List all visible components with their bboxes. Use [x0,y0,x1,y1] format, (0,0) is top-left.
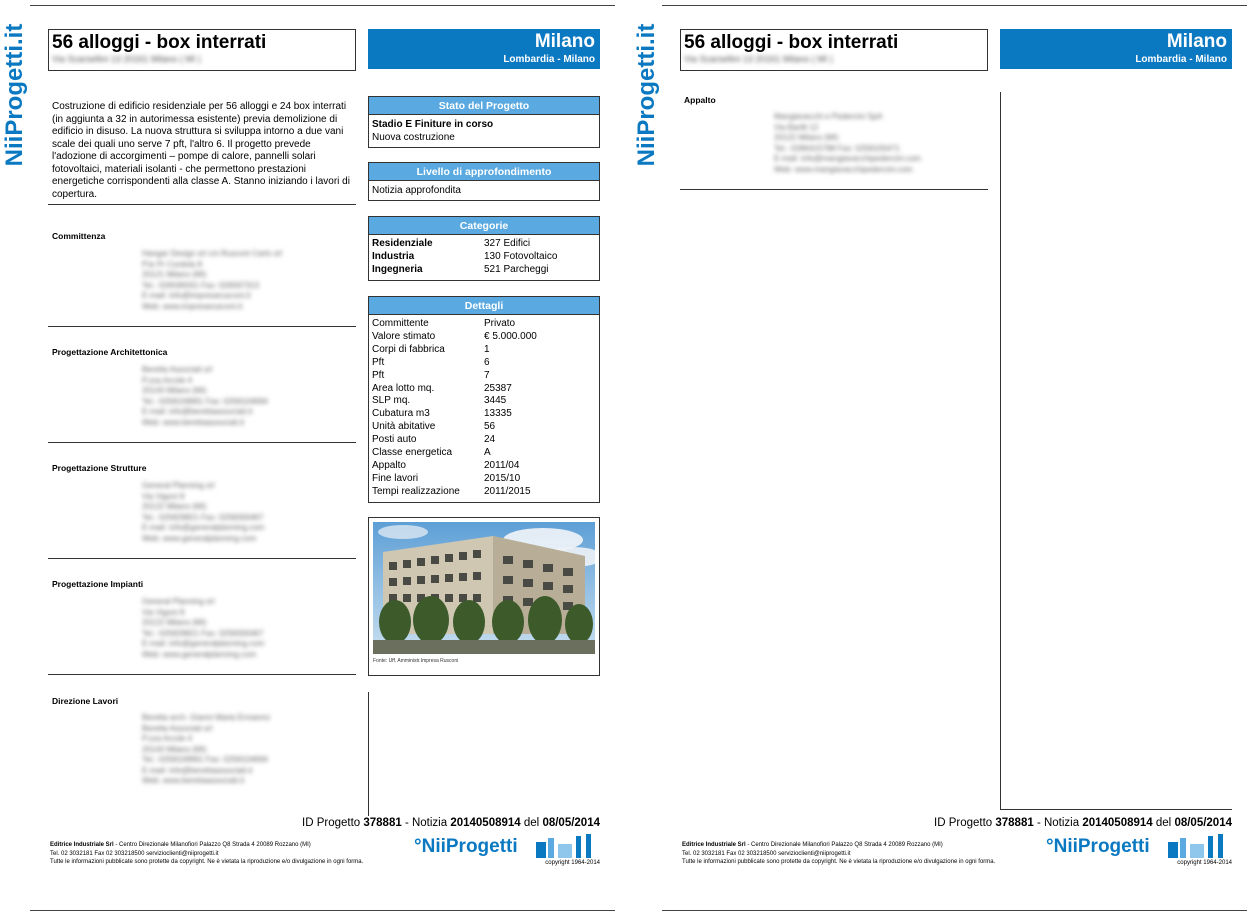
city-box [368,29,600,69]
categoria-row: Ingegneria 521 Parcheggi [372,263,549,275]
divider [48,204,356,205]
stato-panel [368,96,600,148]
section-body-direzione-lavori: Beretta arch. Gianni Maria Ermanno Beretta Associati srl P.zza Arcole 4 20143 Milano (MI) Tel.: 0258109991 Fax: 0258104694 E-mail: info@berettaassociati.it Web: www.berettaassociati.it [142,713,271,785]
divider [48,558,356,559]
title-box [48,29,356,71]
section-body-architettonica: Beretta Associati srl P.zza Arcole 4 20143 Milano (MI) Tel.: 0258109991 Fax: 0258104694 E-mail: info@berettaassociati.it Web: www.berettaassociati.it [142,365,268,427]
bottom-rule [662,910,1247,911]
vertical-brand: NiiProgetti.it [1,23,28,167]
section-title-direzione-lavori: Direzione Lavori [52,696,119,706]
vertical-brand: NiiProgetti.it [633,23,660,167]
section-title-strutture: Progettazione Strutture [52,463,147,473]
description: Costruzione di edificio residenziale per 56 alloggi e 24 box interrati (in aggiunta a 32 in autorimessa esistente) previa demolizione di edificio in disuso. La nuova struttura si sviluppa intorno a due vani scale dei quali uno serve 7 pft, l'altro 6. Il progetto prevede l'adozione di accorgimenti – pompe di calore, pannelli solari fotovoltaici, materiali isolanti - che permettono prestazioni energetiche corrispondenti alla classe A. Stanno iniziando i lavori di copertura. [52,101,350,200]
niiprogetti-logo: °NiiProgetti copyright 1964-2014 [414,836,600,866]
divider [1000,809,1232,810]
page-title: 56 alloggi - box interrati [52,32,267,53]
section-body-appalto: Mangiavacchi e Pedercini SpA Via Barilli 12 20122 Milano (MI) Tel.: 0286415788 Fax: 0258105471 E-mail: info@mangiavacchipedercini.com Web: www.mangiavacchipedercini.com [774,112,921,174]
dettaglio-row: Unità abitative 56 [372,421,496,433]
building-render-image [373,522,595,654]
logo-graphic-icon [1166,834,1232,858]
title-box [680,29,988,71]
dettaglio-row: Committente Privato [372,318,516,329]
section-title-architettonica: Progettazione Architettonica [52,347,168,357]
publisher-info: Editrice Industriale Srl - Centro Direzionale Milanofiori Palazzo Q8 Strada 4 20089 Rozzano (MI) Tel. 02 3032181 Fax 02 303218500 servizioclienti@niiprogetti.it Tutte le informazioni pubblicate sono protette da copyright. Ne è vietata la riproduzione e/o divulgazione in ogni forma. [50,842,364,865]
dettaglio-row: Appalto 2011/04 [372,459,520,471]
dettaglio-row: Area lotto mq. 25387 [372,382,512,394]
publisher-info: Editrice Industriale Srl - Centro Direzionale Milanofiori Palazzo Q8 Strada 4 20089 Rozzano (MI) Tel. 02 3032181 Fax 02 303218500 servizioclienti@niiprogetti.it Tutte le informazioni pubblicate sono protette da copyright. Ne è vietata la riproduzione e/o divulgazione in ogni forma. [682,842,996,865]
image-caption: Fonte: Uff. Amministr.Impresa Rusconi [373,658,459,664]
dettagli-header: Dettagli [369,297,599,315]
region: Lombardia - Milano [1135,54,1227,65]
project-id-line: ID Progetto 378881 - Notizia 20140508914 del 08/05/2014 [934,817,1232,829]
page-2 [632,0,1260,912]
stato-line2: Nuova costruzione [372,132,455,143]
project-id-line: ID Progetto 378881 - Notizia 20140508914 del 08/05/2014 [302,817,600,829]
categoria-row: Industria 130 Fotovoltaico [372,250,558,262]
dettaglio-row: Classe energetica A [372,447,491,459]
divider [48,442,356,443]
stato-header: Stato del Progetto [369,97,599,115]
dettaglio-row: Posti auto 24 [372,434,496,446]
dettaglio-row: Valore stimato € 5.000.000 [372,330,537,342]
dettaglio-row: Corpi di fabbrica 1 [372,343,490,355]
city: Milano [534,31,595,52]
city: Milano [1166,31,1227,52]
dettaglio-row: SLP mq. 3445 [372,395,507,407]
city-box [1000,29,1232,69]
categoria-row: Residenziale 327 Edifici [372,238,531,249]
divider [680,189,988,190]
niiprogetti-logo: °NiiProgetti copyright 1964-2014 [1046,836,1232,866]
section-body-committenza: Hangar Design srl c/o Rusconi Carlo srl P.le Pr Cordola 8 20121 Milano (MI) Tel.: 026599331 Fax: 026597313 E-mail: info@impresarusconi.it Web: www.impresarusconi.it [142,249,283,311]
livello-panel [368,162,600,201]
top-rule [662,5,1247,6]
categorie-panel [368,216,600,281]
section-title-appalto: Appalto [684,95,716,105]
region: Lombardia - Milano [503,54,595,65]
divider [48,674,356,675]
vertical-rule [1000,92,1001,810]
dettaglio-row: Tempi realizzazione 2011/2015 [372,485,531,497]
dettaglio-row: Cubatura m3 13335 [372,408,512,420]
section-title-impianti: Progettazione Impianti [52,579,144,589]
categorie-header: Categorie [369,217,599,235]
section-body-strutture: General Planning srl Via Vigoni 8 20122 Milano (MI) Tel.: 025829821 Fax: 0258300467 E-mail: info@generalplanning.com Web: www.generalplanning.com [142,481,265,543]
address: Via Scarsellini 13 20161 Milano ( MI ) [684,54,833,64]
section-body-impianti: General Planning srl Via Vigoni 8 20122 Milano (MI) Tel.: 025829821 Fax: 0258300467 E-mail: info@generalplanning.com Web: www.generalplanning.com [142,597,265,659]
livello-header: Livello di approfondimento [369,163,599,181]
bottom-rule [30,910,615,911]
logo-graphic-icon [534,834,600,858]
stato-line1: Stadio E Finiture in corso [372,119,494,130]
dettaglio-row: Pft 6 [372,356,490,368]
dettagli-panel [368,296,600,503]
top-rule [30,5,615,6]
dettaglio-row: Fine lavori 2015/10 [372,472,521,484]
livello-value: Notizia approfondita [372,185,461,196]
address: Via Scarsellini 13 20161 Milano ( MI ) [52,54,201,64]
dettaglio-row: Pft 7 [372,369,490,381]
divider [48,326,356,327]
project-image-box [368,517,600,676]
section-title-committenza: Committenza [52,231,106,241]
vertical-rule [368,692,369,816]
page-title: 56 alloggi - box interrati [684,32,899,53]
